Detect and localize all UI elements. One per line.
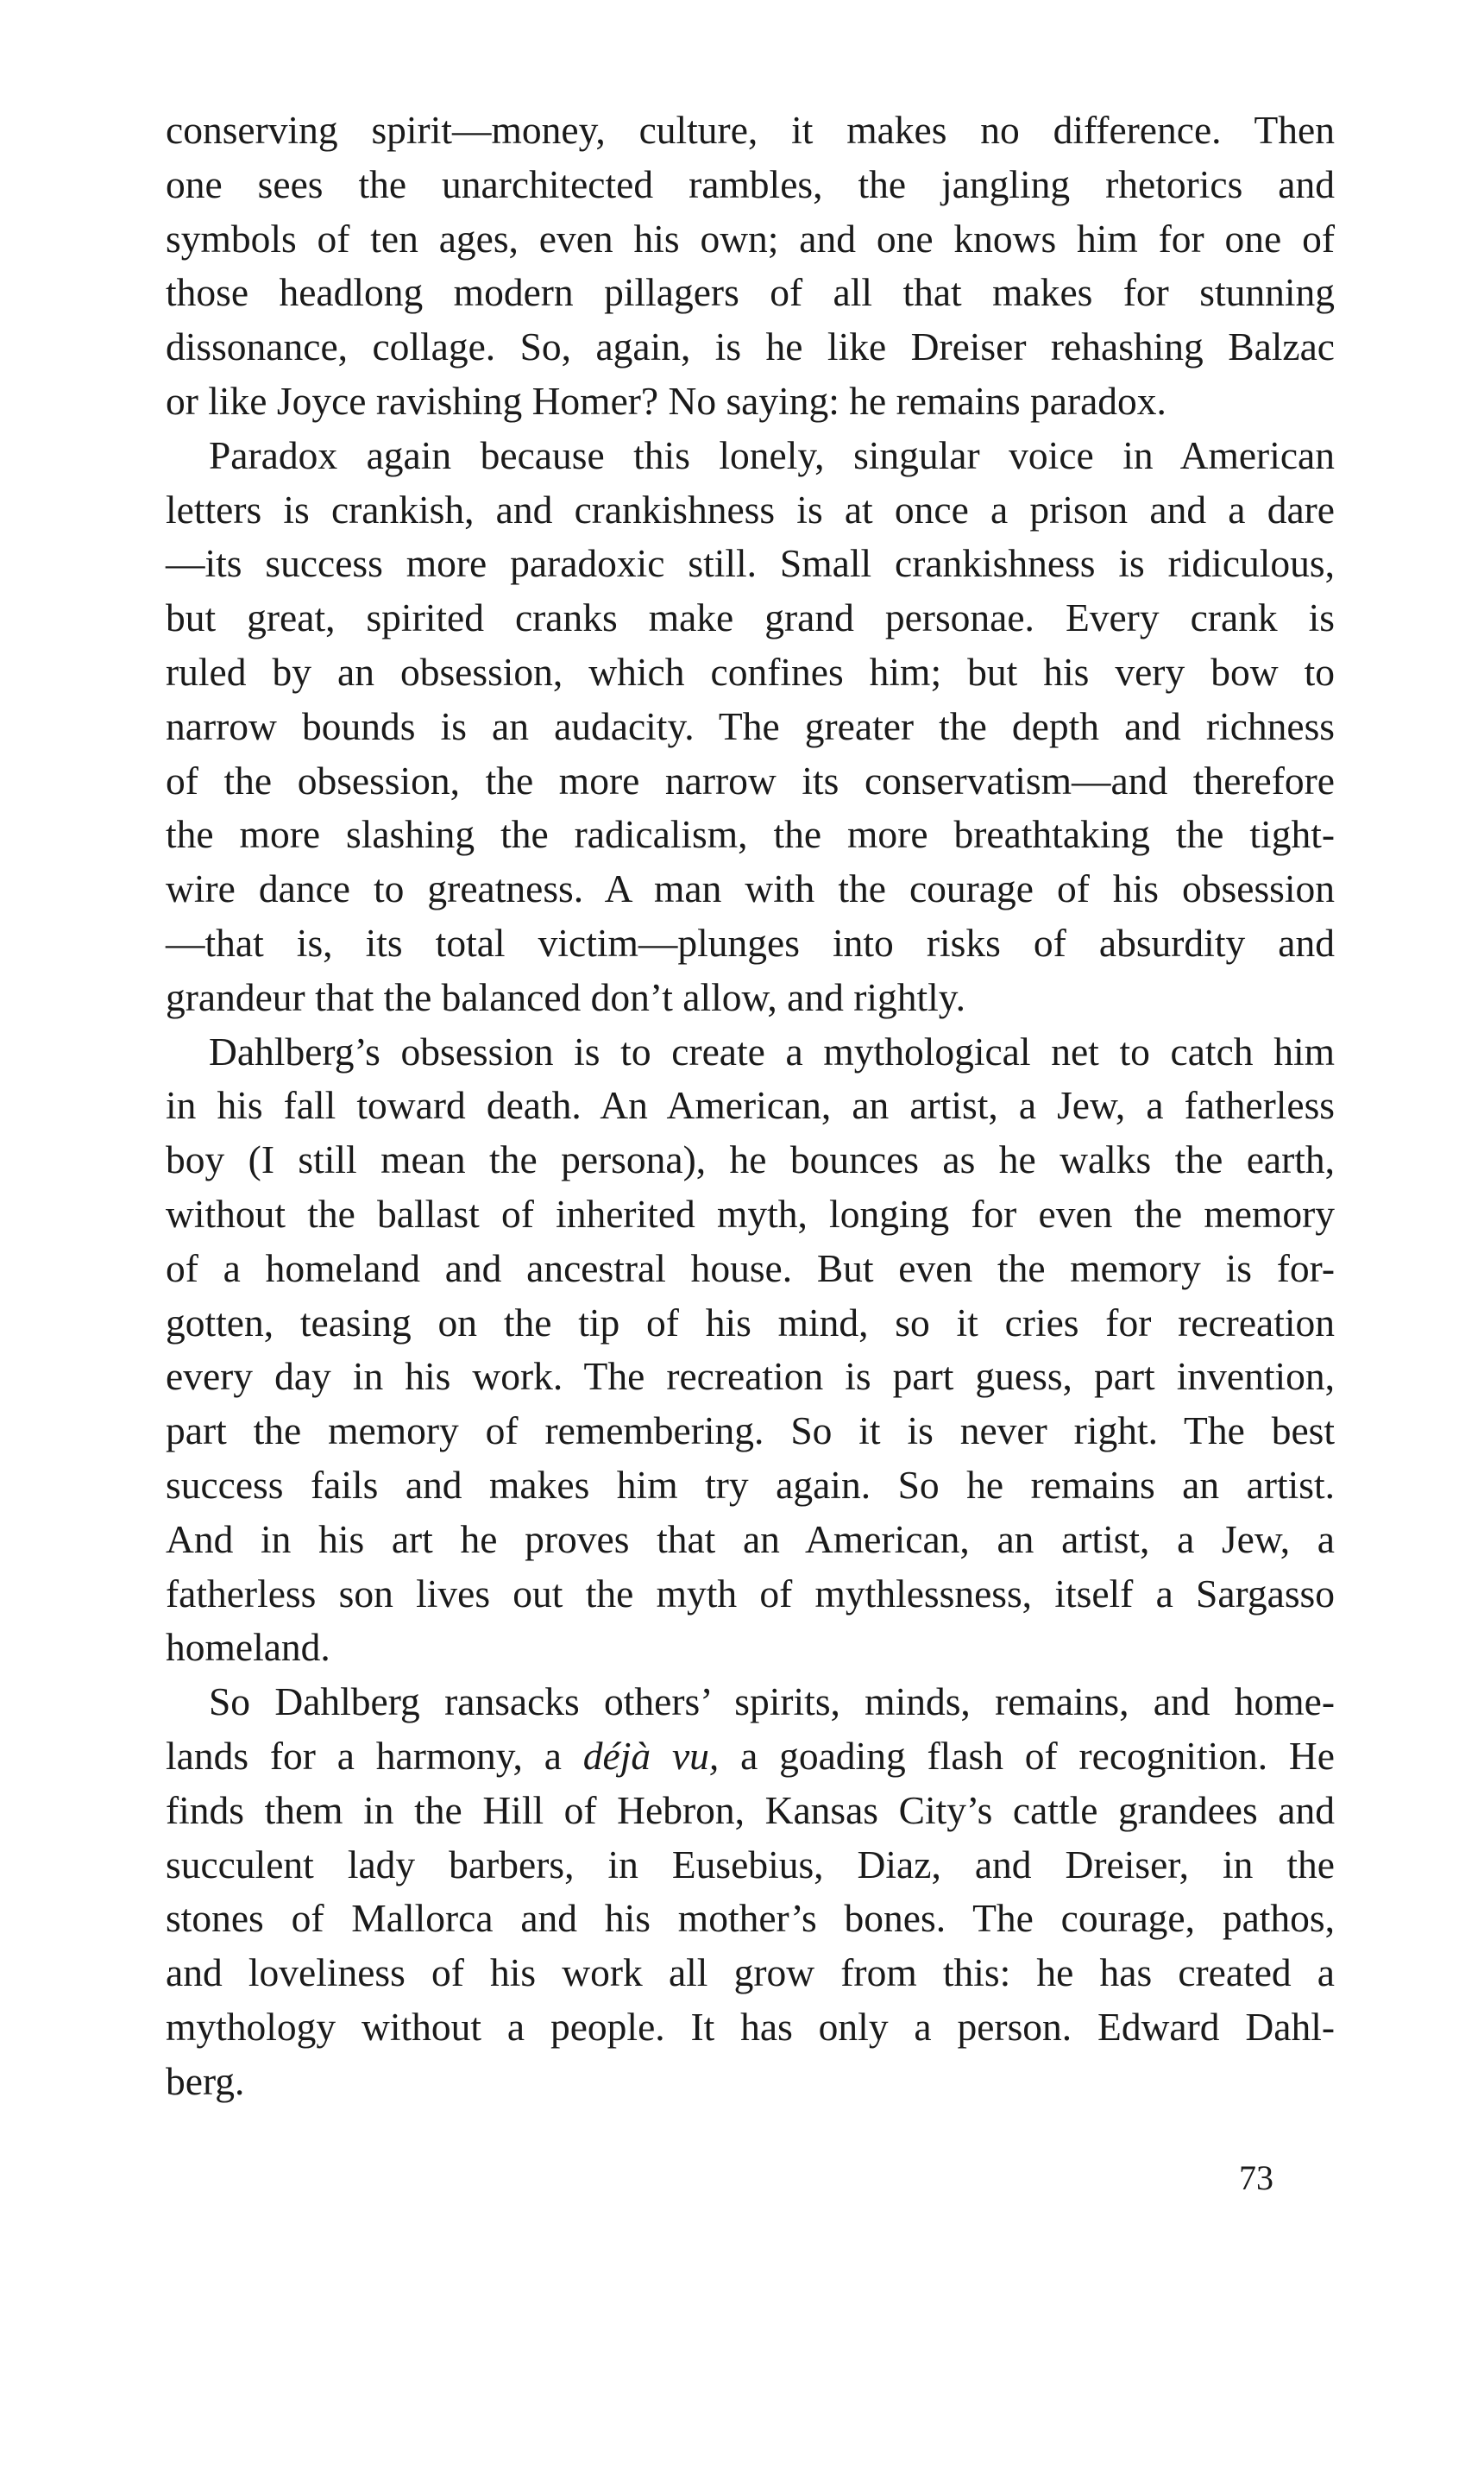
text-line: boy (I still mean the persona), he bounces as he walks the earth, [166, 1137, 1335, 1182]
text-line: dissonance, collage. So, again, is he like Dreiser rehashing Balzac [166, 324, 1335, 369]
text-line: succulent lady barbers, in Eusebius, Diaz, and Dreiser, in the [166, 1842, 1335, 1886]
text-line: success fails and makes him try again. So he remains an artist. [166, 1462, 1335, 1507]
text-line: grandeur that the balanced don’t allow, and rightly. [166, 974, 965, 1019]
text-line: gotten, teasing on the tip of his mind, so it cries for recreation [166, 1300, 1335, 1345]
text-line: those headlong modern pillagers of all that makes for stunning [166, 270, 1335, 315]
text-line: letters is crankish, and crankishness is at once a prison and a dare [166, 487, 1335, 532]
text-line: and loveliness of his work all grow from this: he has created a [166, 1950, 1335, 1995]
text-line: the more slashing the radicalism, the more breathtaking the tight- [166, 812, 1335, 857]
text-line: of the obsession, the more narrow its conservatism—and therefore [166, 758, 1335, 803]
text-line: of a homeland and ancestral house. But even the memory is for- [166, 1245, 1335, 1290]
text-line: wire dance to greatness. A man with the courage of his obsession [166, 866, 1335, 911]
paragraph [166, 104, 1335, 429]
text-line: every day in his work. The recreation is part guess, part invention, [166, 1354, 1335, 1399]
text-line: Dahlberg’s obsession is to create a mythological net to catch him [209, 1029, 1335, 1074]
text-line: And in his art he proves that an American, an artist, a Jew, a [166, 1516, 1335, 1561]
body-text [166, 104, 1335, 2108]
paragraph [166, 429, 1335, 1025]
italic-phrase: déjà vu, [582, 1733, 720, 1778]
text-line: or like Joyce ravishing Homer? No saying: he remains paradox. [166, 378, 1166, 423]
text-line: conserving spirit—money, culture, it makes no difference. Then [166, 108, 1335, 152]
text-line: part the memory of remembering. So it is never right. The best [166, 1408, 1335, 1453]
text-line: but great, spirited cranks make grand personae. Every crank is [166, 595, 1335, 640]
text-line: —its success more paradoxic still. Small crankishness is ridiculous, [166, 541, 1335, 586]
text-line: berg. [166, 2058, 245, 2103]
text-line: lands for a harmony, a déjà vu, a goading flash of recognition. He [166, 1733, 1335, 1778]
text-line: symbols of ten ages, even his own; and one knows him for one of [166, 216, 1335, 261]
page-number: 73 [1239, 2158, 1273, 2197]
text-line: without the ballast of inherited myth, longing for even the memory [166, 1191, 1335, 1236]
paragraph [166, 1025, 1335, 1676]
text-line: stones of Mallorca and his mother’s bones. The courage, pathos, [166, 1896, 1335, 1941]
text-line: one sees the unarchitected rambles, the jangling rhetorics and [166, 161, 1335, 206]
text-line: So Dahlberg ransacks others’ spirits, minds, remains, and home- [209, 1679, 1335, 1724]
text-line: fatherless son lives out the myth of mythlessness, itself a Sargasso [166, 1571, 1335, 1616]
text-line: narrow bounds is an audacity. The greater the depth and richness [166, 703, 1335, 748]
text-line: —that is, its total victim—plunges into risks of absurdity and [166, 920, 1335, 965]
text-line: ruled by an obsession, which confines him; but his very bow to [166, 649, 1335, 694]
text-line: homeland. [166, 1625, 330, 1670]
text-line: mythology without a people. It has only a person. Edward Dahl- [166, 2004, 1335, 2049]
text-line: in his fall toward death. An American, an artist, a Jew, a fatherless [166, 1083, 1335, 1128]
text-line: finds them in the Hill of Hebron, Kansas City’s cattle grandees and [166, 1787, 1335, 1832]
text-line: Paradox again because this lonely, singular voice in American [209, 432, 1335, 477]
paragraph [166, 1675, 1335, 2108]
